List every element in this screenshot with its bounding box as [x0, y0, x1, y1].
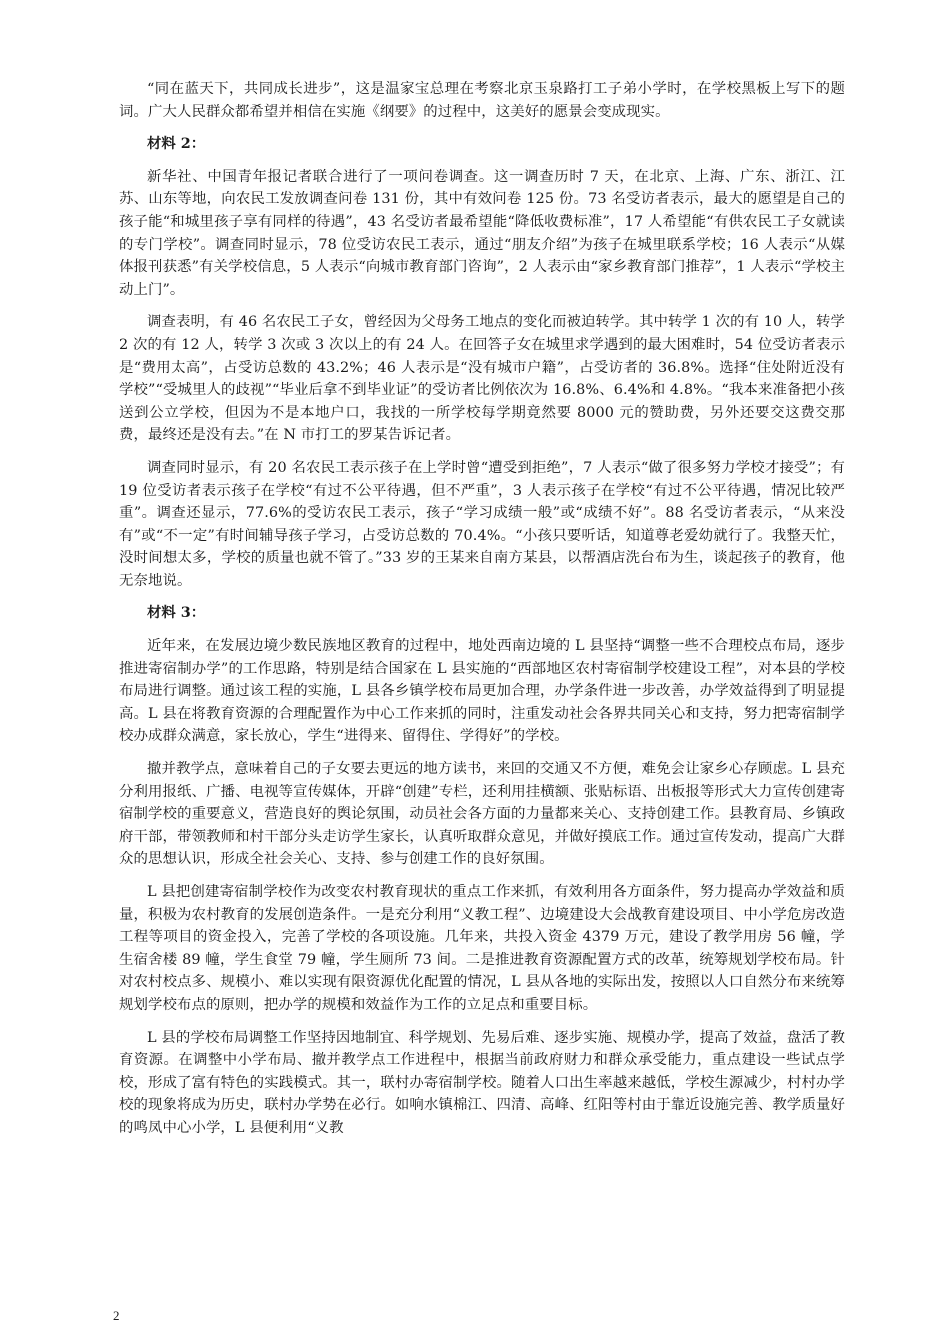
document-body	[119, 78, 845, 1150]
paragraph-l-county-layout: 近年来，在发展边境少数民族地区教育的过程中，地处西南边境的 L 县坚持“调整一些不合理校点布局，逐步推进寄宿制办学”的工作思路，特别是结合国家在 L 县实施的“西部地区农村寄宿制学校建设工程”，对本县的学校布局进行调整。通过该工程的实施，L 县各乡镇学校布局更加合理，办学条件进一步改善，办学效益得到了明显提高。L 县在将教育资源的合理配置作为中心工作来抓的同时，注重发动社会各界共同关心和支持，努力把寄宿制学校办成群众满意，家长放心，学生“进得来、留得住、学得好”的学校。	[119, 638, 845, 745]
page-number: 2	[113, 1308, 120, 1323]
paragraph-layout-adjustment: L 县的学校布局调整工作坚持因地制宜、科学规划、先易后难、逐步实施、规模办学，提高了效益，盘活了教育资源。在调整中小学布局、撤并教学点工作进程中，根据当前政府财力和群众承受能力，重点建设一些试点学校，形成了富有特色的实践模式。其一，联村办寄宿制学校。随着人口出生率越来越低，学校生源减少，村村办学校的现象将成为历史，联村办学势在必行。如响水镇棉江、四清、高峰、红阳等村由于靠近设施完善、教学质量好的鸣凤中心小学，L 县便利用“义教	[119, 1029, 845, 1136]
heading-material-2: 材料 2：	[147, 135, 206, 153]
paragraph-unfair-treatment: 调查同时显示，有 20 名农民工表示孩子在上学时曾“遭受到拒绝”，7 人表示“做了很多努力学校才接受”；有 19 位受访者表示孩子在学校“有过不公平待遇，但不严重”，3 人表示孩子在学校“有过不公平待遇，情况比较严重”。调查还显示，77.6%的受访农民工表示，孩子“学习成绩一般”或“成绩不好”。88 名受访者表示，“从来没有”或“不一定”有时间辅导孩子学习，占受访总数的 70.4%。“小孩只要听话，知道尊老爱幼就行了。我整天忙，没时间想太多，学校的质量也就不管了。”33 岁的王某来自南方某县，以帮酒店洗台布为生，谈起孩子的教育，他无奈地说。	[119, 459, 845, 589]
paragraph-transfer-difficulties: 调查表明，有 46 名农民工子女，曾经因为父母务工地点的变化而被迫转学。其中转学 1 次的有 10 人，转学 2 次的有 12 人，转学 3 次或 3 次以上的有 24 人。在回答子女在城里求学遇到的最大困难时，54 位受访者表示是“费用太高”，占受访总数的 43.2%；46 人表示是“没有城市户籍”，占受访者的 36.8%。选择“住处附近没有学校”“受城里人的歧视”“毕业后拿不到毕业证”的受访者比例依次为 16.8%、6.4%和 4.8%。“我本来准备把小孩送到公立学校，但因为不是本地户口，我找的一所学校每学期竟然要 8000 元的赞助费，另外还要交这费交那费，最终还是没有去。”在 N 市打工的罗某告诉记者。	[119, 314, 845, 444]
paragraph-intro-quote: “同在蓝天下，共同成长进步”，这是温家宝总理在考察北京玉泉路打工子弟小学时，在学校黑板上写下的题词。广大人民群众都希望并相信在实施《纲要》的过程中，这美好的愿景会变成现实。	[119, 81, 845, 120]
paragraph-boarding-school-investment: L 县把创建寄宿制学校作为改变农村教育现状的重点工作来抓，有效利用各方面条件，努力提高办学效益和质量，积极为农村教育的发展创造条件。一是充分利用“义教工程”、边境建设大会战教育建设项目、中小学危房改造工程等项目的资金投入，完善了学校的各项设施。几年来，共投入资金 4379 万元，建设了教学用房 56 幢，学生宿舍楼 89 幢，学生食堂 79 幢，学生厕所 73 间。二是推进教育资源配置方式的改革，统筹规划学校布局。针对农村校点多、规模小、难以实现有限资源优化配置的情况，L 县从各地的实际出发，按照以人口自然分布来统筹规划学校布点的原则，把办学的规模和效益作为工作的立足点和重要目标。	[119, 884, 845, 1013]
paragraph-publicity: 撤并教学点，意味着自己的子女要去更远的地方读书，来回的交通又不方便，难免会让家乡心存顾虑。L 县充分利用报纸、广播、电视等宣传媒体，开辟“创建”专栏，还利用挂横额、张贴标语、出板报等形式大力宣传创建寄宿制学校的重要意义，营造良好的舆论氛围，动员社会各方面的力量都来关心、支持创建工作。县教育局、乡镇政府干部，带领教师和村干部分头走访学生家长，认真听取群众意见，并做好摸底工作。通过宣传发动，提高广大群众的思想认识，形成全社会关心、支持、参与创建工作的良好氛围。	[119, 761, 845, 868]
paragraph-survey-overview: 新华社、中国青年报记者联合进行了一项问卷调查。这一调查历时 7 天，在北京、上海、广东、浙江、江苏、山东等地，向农民工发放调查问卷 131 份，其中有效问卷 125 份。73 名受访者表示，最大的愿望是自己的孩子能“和城里孩子享有同样的待遇”，43 名受访者最希望能“降低收费标准”，17 人希望能“有供农民工子女就读的专门学校”。调查同时显示，78 位受访农民工表示，通过“朋友介绍”为孩子在城里联系学校；16 人表示“从媒体报刊获悉”有关学校信息，5 人表示“向城市教育部门咨询”，2 人表示由“家乡教育部门推荐”，1 人表示“学校主动上门”。	[119, 168, 845, 298]
heading-material-3: 材料 3：	[147, 604, 206, 622]
